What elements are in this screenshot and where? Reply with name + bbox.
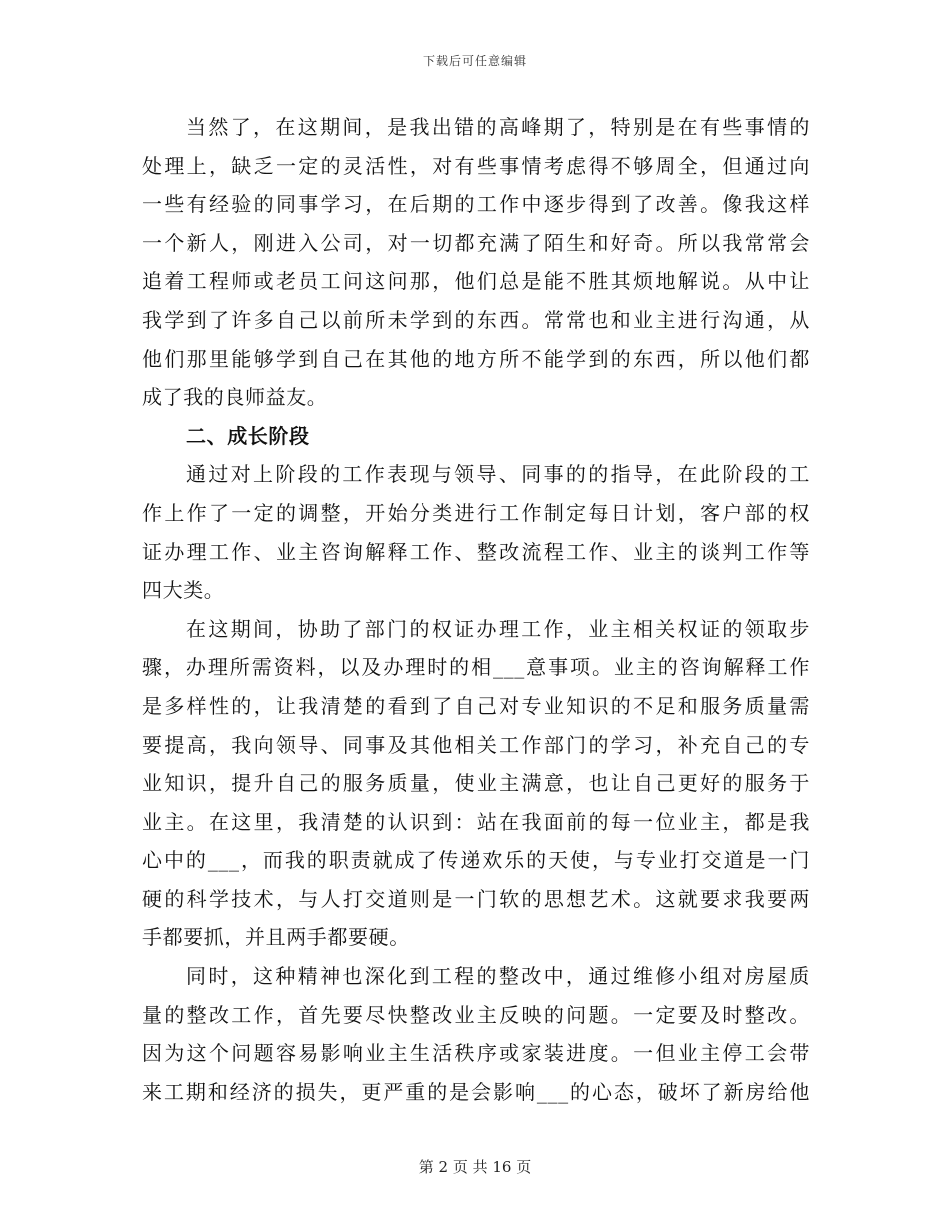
- page-footer: 第 2 页 共 16 页: [418, 1158, 532, 1176]
- text-line: 一些有经验的同事学习，在后期的工作中逐步得到了改善。像我这样: [142, 192, 810, 217]
- text-line: 因为这个问题容易影响业主生活秩序或家装进度。一但业主停工会带: [142, 1041, 810, 1066]
- text-line: 心中的___，而我的职责就成了传递欢乐的天使，与专业打交道是一门: [142, 848, 810, 873]
- text-line: 他们那里能够学到自己在其他的地方所不能学到的东西，所以他们都: [142, 346, 810, 371]
- text-line: 作上作了一定的调整，开始分类进行工作制定每日计划，客户部的权: [142, 500, 810, 525]
- text-line: 一个新人，刚进入公司，对一切都充满了陌生和好奇。所以我常常会: [142, 230, 810, 255]
- page-header: 下载后可任意编辑: [422, 54, 527, 68]
- text-line: 业知识，提升自己的服务质量，使业主满意，也让自己更好的服务于: [142, 771, 810, 796]
- text-line: 四大类。: [142, 578, 225, 603]
- text-line: 证办理工作、业主咨询解释工作、整改流程工作、业主的谈判工作等: [142, 539, 810, 564]
- text-line: 追着工程师或老员工问这问那，他们总是能不胜其烦地解说。从中让: [142, 269, 810, 294]
- section-heading: 二、成长阶段: [186, 423, 310, 448]
- text-line: 在这期间，协助了部门的权证办理工作，业主相关权证的领取步: [186, 616, 810, 641]
- text-line: 处理上，缺乏一定的灵活性，对有些事情考虑得不够周全，但通过向: [142, 153, 810, 178]
- text-line: 量的整改工作，首先要尽快整改业主反映的问题。一定要及时整改。: [142, 1002, 810, 1027]
- text-line: 我学到了许多自己以前所未学到的东西。常常也和业主进行沟通，从: [142, 307, 810, 332]
- text-line: 要提高，我向领导、同事及其他相关工作部门的学习，补充自己的专: [142, 732, 810, 757]
- text-line: 来工期和经济的损失，更严重的是会影响___的心态，破坏了新房给他: [142, 1079, 810, 1104]
- document-body: [142, 108, 810, 1111]
- text-line: 成了我的良师益友。: [142, 385, 328, 410]
- text-line: 当然了，在这期间，是我出错的高峰期了，特别是在有些事情的: [186, 115, 810, 139]
- text-line: 业主。在这里，我清楚的认识到：站在我面前的每一位业主，都是我: [142, 809, 810, 834]
- text-line: 通过对上阶段的工作表现与领导、同事的的指导，在此阶段的工: [186, 462, 810, 487]
- text-line: 手都要抓，并且两手都要硬。: [142, 925, 410, 950]
- text-line: 是多样性的，让我清楚的看到了自己对专业知识的不足和服务质量需: [142, 693, 810, 718]
- text-line: 骤，办理所需资料，以及办理时的相___意事项。业主的咨询解释工作: [142, 655, 810, 680]
- text-line: 硬的科学技术，与人打交道则是一门软的思想艺术。这就要求我要两: [142, 886, 810, 911]
- text-line: 同时，这种精神也深化到工程的整改中，通过维修小组对房屋质: [186, 964, 810, 989]
